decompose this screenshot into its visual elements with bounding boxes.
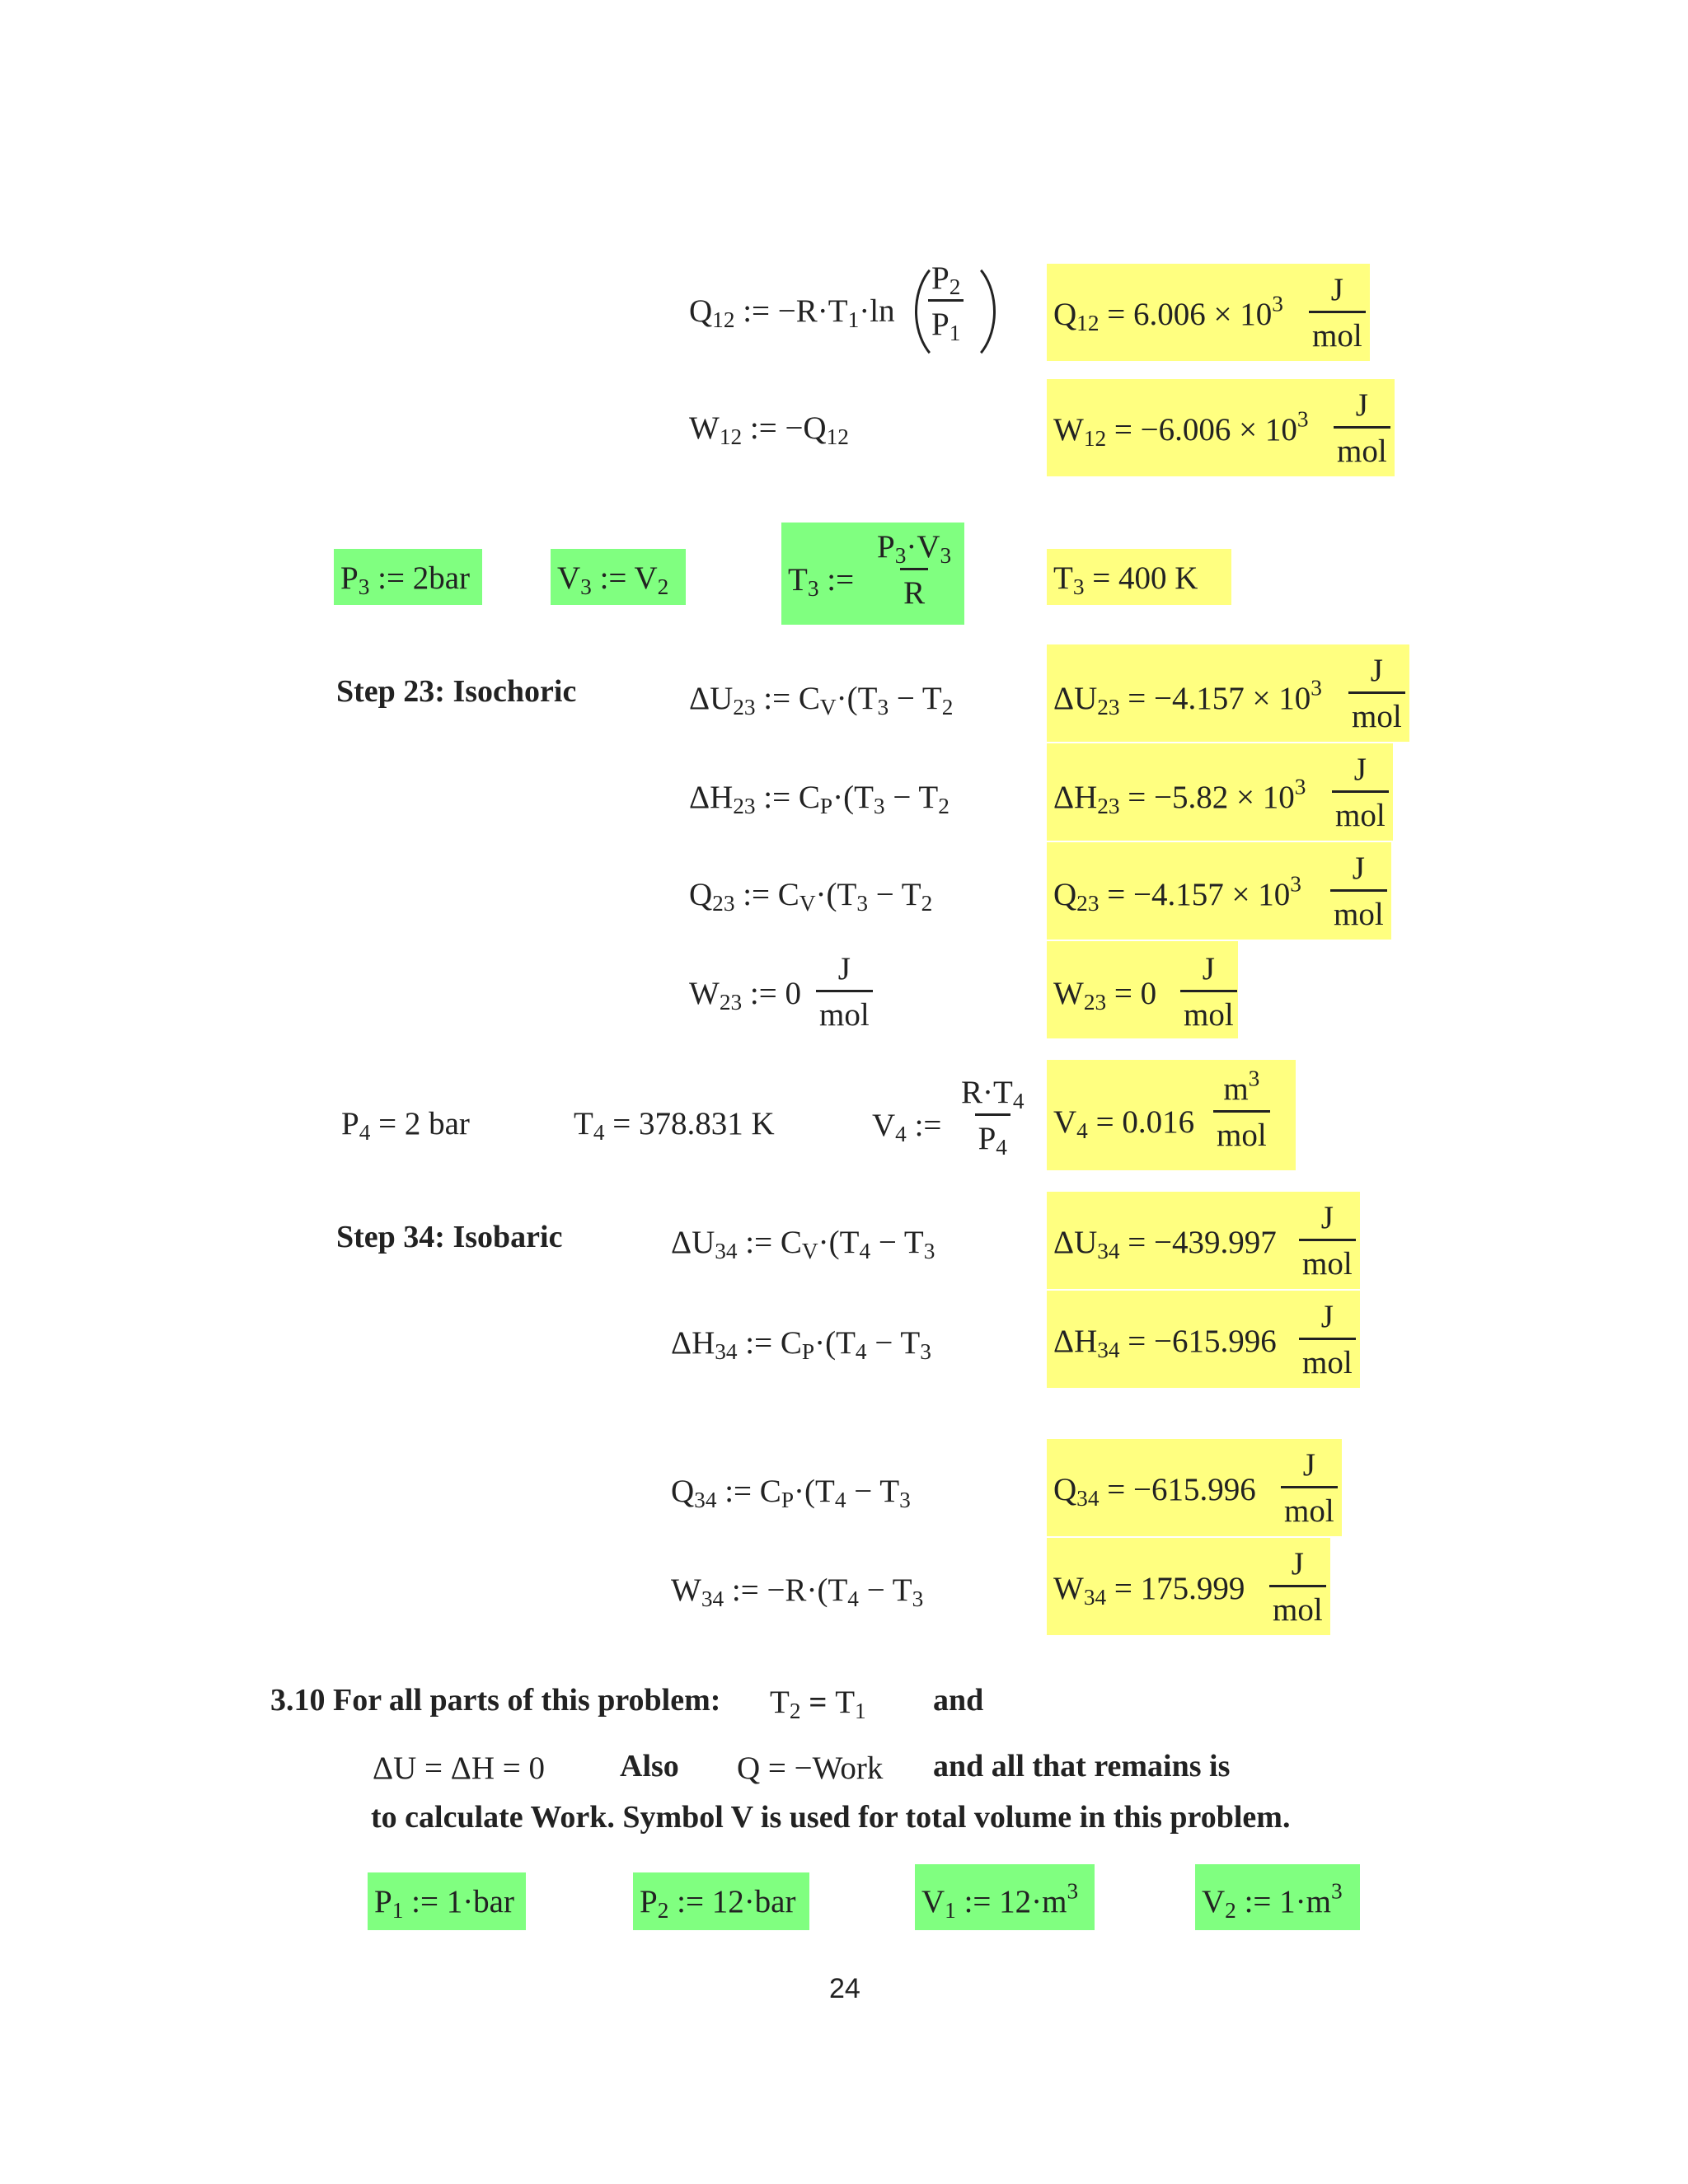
p1-definition: $P_1$ := 1·bar <box>374 1884 514 1923</box>
w23-definition-unit: J mol <box>816 953 873 1031</box>
q23-result-unit: J mol <box>1330 852 1387 930</box>
p2-definition: $P_2$ := 12·bar <box>640 1884 796 1923</box>
w23-definition: $W_{23}$ := 0 <box>689 976 801 1015</box>
and-label: and <box>933 1683 984 1718</box>
du23-result-unit: J mol <box>1348 654 1405 733</box>
v4-result: $V_4 = 0.016$ <box>1053 1104 1195 1143</box>
v2-definition: $V_2$ := $1\cdot m^3$ <box>1202 1878 1343 1923</box>
t3-definition-lhs: $T_3$ := <box>788 562 855 601</box>
dh23-definition: $\Delta H_{23}$ := $C_P\cdot(T_3 - T_2$ <box>689 780 950 818</box>
q12-result: $Q_{12} = 6.006 \times 10^3$ <box>1053 291 1283 335</box>
du34-result-unit: J mol <box>1299 1202 1356 1280</box>
t3-result: $T_3 = 400$ K <box>1053 560 1198 599</box>
step23-heading: Step 23: Isochoric <box>336 674 577 709</box>
q12-result-unit: J mol <box>1309 274 1366 352</box>
dh34-result-unit: J mol <box>1299 1301 1356 1379</box>
page-number: 24 <box>829 1973 860 2004</box>
q23-definition: $Q_{23}$ := $C_V\cdot(T_3 - T_2$ <box>689 877 933 916</box>
p4-value: $P_4 = 2$ bar <box>341 1106 470 1145</box>
v4-definition-lhs: $V_4$ := <box>872 1108 942 1146</box>
dh23-result-unit: J mol <box>1332 753 1389 832</box>
t3-definition-fraction: $\frac{P_3\cdot V_3}{R}$ <box>877 529 952 611</box>
problem-3-10-heading: 3.10 For all parts of this problem: <box>270 1683 721 1718</box>
q34-result-unit: J mol <box>1281 1449 1338 1527</box>
v3-definition: $V_3$ := $V_2$ <box>557 560 669 599</box>
w12-result: $W_{12} = -6.006 \times 10^3$ <box>1053 406 1309 451</box>
remains-label: and all that remains is <box>933 1749 1231 1783</box>
also-label: Also <box>620 1749 679 1783</box>
p3-definition: $P_3$ := 2bar <box>340 560 470 599</box>
problem-statement-line2: to calculate Work. Symbol V is used for total volume in this problem. <box>371 1800 1291 1835</box>
t2-equals-t1: $T_2 = T_1$ <box>770 1685 866 1723</box>
w23-result-unit: J mol <box>1180 953 1237 1031</box>
q12-definition: $Q_{12}$ := $-R\cdot T_1\cdot\ln$ <box>689 293 895 332</box>
du34-result: $\Delta U_{34} = -439.997$ <box>1053 1225 1277 1263</box>
q34-result: $Q_{34} = -615.996$ <box>1053 1472 1256 1511</box>
v4-definition-fraction: $\frac{R\cdot T_4}{P_4}$ <box>961 1075 1025 1160</box>
dh34-result: $\Delta H_{34} = -615.996$ <box>1053 1324 1277 1362</box>
q23-result: $Q_{23} = -4.157 \times 10^3$ <box>1053 871 1301 916</box>
q34-definition: $Q_{34}$ := $C_P\cdot(T_4 - T_3$ <box>671 1474 911 1512</box>
w34-result-unit: J mol <box>1269 1548 1326 1626</box>
dh23-result: $\Delta H_{23} = -5.82 \times 10^3$ <box>1053 774 1306 818</box>
v4-result-unit: $m^3$ mol <box>1213 1073 1270 1151</box>
q12-pressure-ratio: $\frac{P_2}{P_1}$ <box>928 262 964 340</box>
du23-result: $\Delta U_{23} = -4.157 \times 10^3$ <box>1053 675 1322 719</box>
w34-definition: $W_{34}$ := $-R\cdot(T_4 - T_3$ <box>671 1572 924 1611</box>
dh34-definition: $\Delta H_{34}$ := $C_P\cdot(T_4 - T_3$ <box>671 1325 931 1364</box>
v1-definition: $V_1$ := $12\cdot m^3$ <box>921 1878 1079 1923</box>
du34-definition: $\Delta U_{34}$ := $C_V\cdot(T_4 - T_3$ <box>671 1225 935 1263</box>
du23-definition: $\Delta U_{23}$ := $C_V\cdot(T_3 - T_2$ <box>689 681 954 719</box>
t4-value: $T_4 = 378.831$ K <box>574 1106 775 1145</box>
step34-heading: Step 34: Isobaric <box>336 1220 563 1254</box>
w23-result: $W_{23} = 0$ <box>1053 976 1157 1015</box>
du-dh-zero: ΔU = ΔH = 0 <box>373 1750 545 1786</box>
w12-result-unit: J mol <box>1334 389 1390 467</box>
w12-definition: $W_{12}$ := $-Q_{12}$ <box>689 410 849 449</box>
q-equals-minus-work: Q = −Work <box>737 1750 884 1786</box>
w34-result: $W_{34} = 175.999$ <box>1053 1571 1245 1610</box>
